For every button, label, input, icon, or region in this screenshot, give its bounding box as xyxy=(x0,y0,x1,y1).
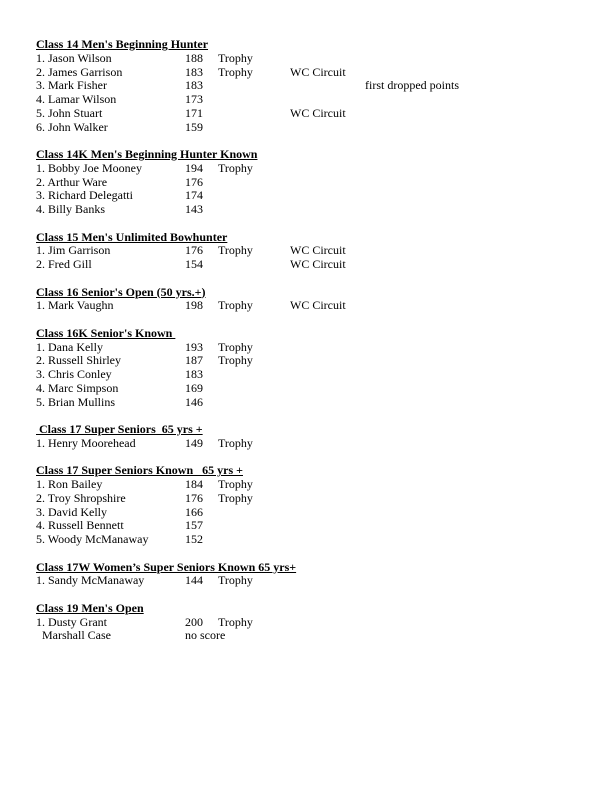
competitor-name: 3. Mark Fisher xyxy=(36,78,107,93)
results-section xyxy=(36,38,576,134)
section-title: Class 14 Men's Beginning Hunter xyxy=(36,37,209,51)
competitor-name: 2. Fred Gill xyxy=(36,257,92,271)
competitor-name: 5. John Stuart xyxy=(36,105,103,120)
note: first dropped points xyxy=(365,78,459,93)
circuit: WC Circuit xyxy=(290,105,346,120)
score: 176 xyxy=(185,243,203,258)
section-title: Class 17 Super Seniors 65 yrs + xyxy=(36,422,203,436)
award: Trophy xyxy=(218,64,253,79)
result-row xyxy=(36,244,576,258)
competitor-name: 4. Marc Simpson xyxy=(36,380,119,395)
score: 198 xyxy=(185,298,203,313)
results-section xyxy=(36,423,576,451)
competitor-name: 1. Ron Bailey xyxy=(36,477,103,491)
result-row xyxy=(36,258,576,272)
award: Trophy xyxy=(218,339,253,354)
results-section xyxy=(36,561,576,589)
competitor-name: 4. Russell Bennett xyxy=(36,518,124,533)
score: 143 xyxy=(185,202,203,216)
result-row xyxy=(36,162,576,176)
document-body xyxy=(36,38,576,643)
competitor-name: 2. Russell Shirley xyxy=(36,353,122,368)
score: 200 xyxy=(185,614,203,629)
result-row xyxy=(36,478,576,492)
competitor-name: 2. James Garrison xyxy=(36,64,123,79)
score: 176 xyxy=(185,490,203,505)
result-row xyxy=(36,492,576,506)
competitor-name: 3. Richard Delegatti xyxy=(36,188,133,203)
circuit: WC Circuit xyxy=(290,64,346,79)
competitor-name: 5. Brian Mullins xyxy=(36,394,116,409)
result-row xyxy=(36,52,576,66)
competitor-name: 6. John Walker xyxy=(36,119,108,134)
competitor-name: 1. Bobby Joe Mooney xyxy=(36,160,142,175)
score: 183 xyxy=(185,367,203,381)
award: Trophy xyxy=(218,298,253,313)
result-row xyxy=(36,341,576,355)
competitor-name: Marshall Case xyxy=(36,628,111,643)
score: 193 xyxy=(185,339,203,354)
award: Trophy xyxy=(218,490,253,505)
result-row xyxy=(36,368,576,382)
result-row xyxy=(36,299,576,313)
result-row xyxy=(36,189,576,203)
results-section xyxy=(36,602,576,643)
competitor-name: 1. Dana Kelly xyxy=(36,339,103,354)
circuit: WC Circuit xyxy=(290,257,346,271)
section-title: Class 14K Men's Beginning Hunter Known xyxy=(36,147,258,161)
result-row xyxy=(36,203,576,217)
competitor-name: 4. Lamar Wilson xyxy=(36,92,117,106)
result-row xyxy=(36,616,576,630)
section-rows xyxy=(36,437,576,451)
award: Trophy xyxy=(218,435,253,450)
result-row xyxy=(36,79,576,93)
competitor-name: 2. Troy Shropshire xyxy=(36,490,126,505)
section-rows xyxy=(36,341,576,410)
score: 146 xyxy=(185,394,203,409)
competitor-name: 1. Mark Vaughn xyxy=(36,298,114,313)
section-title: Class 16 Senior's Open (50 yrs.+) xyxy=(36,284,206,299)
results-section xyxy=(36,148,576,217)
competitor-name: 1. Sandy McManaway xyxy=(36,573,145,588)
section-title: Class 15 Men's Unlimited Bowhunter xyxy=(36,229,228,244)
score: 188 xyxy=(185,50,203,65)
award: Trophy xyxy=(218,477,253,491)
score: 171 xyxy=(185,105,203,120)
result-row xyxy=(36,382,576,396)
competitor-name: 3. David Kelly xyxy=(36,504,107,519)
results-section xyxy=(36,327,576,410)
score: 194 xyxy=(185,160,203,175)
result-row xyxy=(36,121,576,135)
result-row xyxy=(36,519,576,533)
results-section xyxy=(36,231,576,272)
section-title: Class 16K Senior's Known xyxy=(36,325,176,340)
competitor-name: 1. Jim Garrison xyxy=(36,243,111,258)
result-row xyxy=(36,396,576,410)
competitor-name: 1. Henry Moorehead xyxy=(36,435,136,450)
score: 157 xyxy=(185,518,203,533)
result-row xyxy=(36,93,576,107)
award: Trophy xyxy=(218,353,253,368)
score: 183 xyxy=(185,78,203,93)
score: 187 xyxy=(185,353,203,368)
score: 173 xyxy=(185,92,203,106)
score: 183 xyxy=(185,64,203,79)
score: 154 xyxy=(185,257,203,271)
circuit: WC Circuit xyxy=(290,298,346,313)
results-section xyxy=(36,464,576,547)
score: 176 xyxy=(185,174,203,189)
competitor-name: 1. Jason Wilson xyxy=(36,50,112,65)
award: Trophy xyxy=(218,573,253,588)
section-rows xyxy=(36,616,576,644)
award: Trophy xyxy=(218,243,253,258)
competitor-name: 1. Dusty Grant xyxy=(36,614,107,629)
competitor-name: 4. Billy Banks xyxy=(36,202,106,216)
award: Trophy xyxy=(218,160,253,175)
result-row xyxy=(36,437,576,451)
circuit: WC Circuit xyxy=(290,243,346,258)
section-title: Class 19 Men's Open xyxy=(36,600,144,615)
result-row xyxy=(36,506,576,520)
award: Trophy xyxy=(218,614,253,629)
section-rows xyxy=(36,574,576,588)
section-rows xyxy=(36,244,576,272)
result-row xyxy=(36,66,576,80)
result-row xyxy=(36,574,576,588)
score: 159 xyxy=(185,119,203,134)
competitor-name: 3. Chris Conley xyxy=(36,367,112,381)
score: 166 xyxy=(185,504,203,519)
results-section xyxy=(36,286,576,314)
competitor-name: 2. Arthur Ware xyxy=(36,174,108,189)
score: 184 xyxy=(185,477,203,491)
section-title: Class 17W Women’s Super Seniors Known 65 yrs+ xyxy=(36,559,297,574)
result-row xyxy=(36,354,576,368)
score: 169 xyxy=(185,380,203,395)
score: no score xyxy=(185,628,226,643)
section-rows xyxy=(36,162,576,217)
score: 174 xyxy=(185,188,203,203)
score: 149 xyxy=(185,435,203,450)
score: 144 xyxy=(185,573,203,588)
result-row xyxy=(36,533,576,547)
score: 152 xyxy=(185,532,203,546)
result-row xyxy=(36,176,576,190)
section-title: Class 17 Super Seniors Known 65 yrs + xyxy=(36,463,243,478)
result-row xyxy=(36,629,576,643)
award: Trophy xyxy=(218,50,253,65)
section-rows xyxy=(36,52,576,135)
competitor-name: 5. Woody McManaway xyxy=(36,532,149,546)
section-rows xyxy=(36,299,576,313)
section-rows xyxy=(36,478,576,547)
result-row xyxy=(36,107,576,121)
